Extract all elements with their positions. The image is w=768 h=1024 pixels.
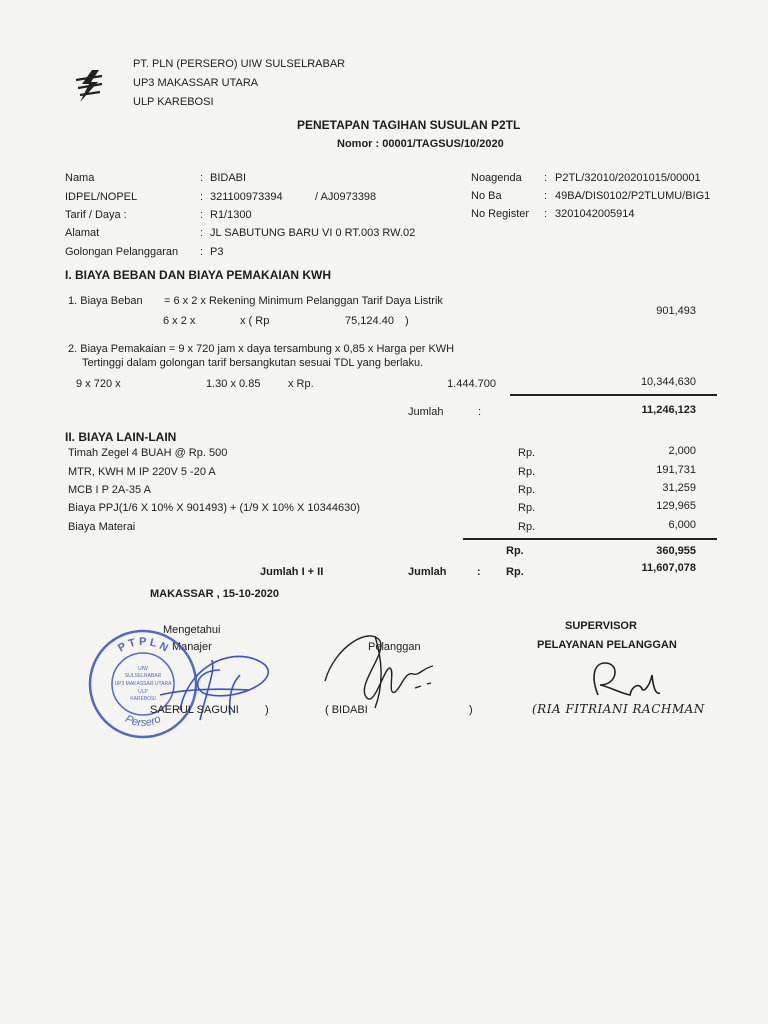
unit-name: UP3 MAKASSAR UTARA xyxy=(133,77,259,89)
biaya-beban-calc-b: x ( Rp xyxy=(240,315,270,327)
place-date: MAKASSAR , 15-10-2020 xyxy=(150,588,279,600)
lain-item-value: 6,000 xyxy=(668,519,696,531)
biaya-beban-calc-a: 6 x 2 x xyxy=(163,315,196,327)
manajer-label: Manajer xyxy=(172,641,212,653)
pln-lightning-logo-icon xyxy=(72,68,108,104)
biaya-beban-total: 901,493 xyxy=(656,305,696,317)
noba-label: No Ba xyxy=(471,190,502,202)
svg-text:SULSELRABAR: SULSELRABAR xyxy=(124,673,162,679)
lain-item-value: 2,000 xyxy=(668,445,696,457)
tarif-value: R1/1300 xyxy=(210,209,252,221)
grand-jumlah: Jumlah xyxy=(408,566,447,578)
biaya-pemakaian-calc-c: x Rp. xyxy=(288,378,314,390)
colon: : xyxy=(544,172,548,184)
svg-text:KAREBOSI: KAREBOSI xyxy=(130,696,156,702)
divider xyxy=(510,394,717,396)
svg-text:Persero: Persero xyxy=(123,713,163,730)
colon: : xyxy=(200,246,204,258)
lain-item-value: 31,259 xyxy=(662,482,696,494)
lain-item-label: MCB I P 2A-35 A xyxy=(68,484,151,496)
divider xyxy=(463,538,717,540)
svg-text:UIW: UIW xyxy=(138,666,148,672)
pelanggan-label: Pelanggan xyxy=(368,641,421,653)
biaya-beban-calc-d: ) xyxy=(405,315,409,327)
mengetahui-label: Mengetahui xyxy=(163,624,221,636)
lain-item-cur: Rp. xyxy=(518,484,536,496)
section1-title: I. BIAYA BEBAN DAN BIAYA PEMAKAIAN KWH xyxy=(65,268,332,282)
lain-item-label: Timah Zegel 4 BUAH @ Rp. 500 xyxy=(68,447,228,459)
document-title: PENETAPAN TAGIHAN SUSULAN P2TL xyxy=(297,118,521,132)
section2-title: II. BIAYA LAIN-LAIN xyxy=(65,430,177,444)
grand-total: 11,607,078 xyxy=(641,562,696,574)
nama-value: BIDABI xyxy=(210,172,247,184)
colon: : xyxy=(200,209,204,221)
colon: : xyxy=(200,227,204,239)
customer-name: ( BIDABI xyxy=(325,704,368,716)
biaya-pemakaian-line1: 2. Biaya Pemakaian = 9 x 720 jam x daya tersambung x 0,85 x Harga per KWH xyxy=(68,343,455,355)
supervisor-label: SUPERVISOR xyxy=(565,620,637,632)
jumlah1-value: 11,246,123 xyxy=(641,404,696,416)
biaya-beban-formula: = 6 x 2 x Rekening Minimum Pelanggan Tarif Daya Listrik xyxy=(164,295,443,307)
biaya-pemakaian-line2: Tertinggi dalam golongan tarif bersangkutan sesuai TDL yang berlaku. xyxy=(82,357,424,369)
noreg-label: No Register xyxy=(471,208,530,220)
nama-label: Nama xyxy=(65,172,95,184)
subtotal-value: 360,955 xyxy=(656,545,696,557)
biaya-pemakaian-total: 10,344,630 xyxy=(640,376,696,388)
grand-colon: : xyxy=(477,566,481,578)
biaya-pemakaian-rate: 1.444.700 xyxy=(447,378,496,390)
tarif-label: Tarif / Daya : xyxy=(65,209,127,221)
grand-label: Jumlah I + II xyxy=(260,566,324,578)
alamat-value: JL SABUTUNG BARU VI 0 RT.003 RW.02 xyxy=(210,227,416,239)
lain-item-cur: Rp. xyxy=(518,447,536,459)
lain-item-label: MTR, KWH M IP 220V 5 -20 A xyxy=(68,466,216,478)
colon: : xyxy=(200,172,204,184)
manager-close: ) xyxy=(265,704,269,716)
colon: : xyxy=(544,190,548,202)
biaya-beban-rate: 75,124.40 xyxy=(345,315,394,327)
pelayanan-label: PELAYANAN PELANGGAN xyxy=(537,639,677,651)
supervisor-signature xyxy=(580,655,670,705)
grand-cur: Rp. xyxy=(506,566,524,578)
noagenda-value: P2TL/32010/20201015/00001 xyxy=(555,172,701,184)
idpel-label: IDPEL/NOPEL xyxy=(65,191,138,203)
subtotal-cur: Rp. xyxy=(506,545,524,557)
biaya-pemakaian-calc-a: 9 x 720 x xyxy=(76,378,121,390)
lain-item-label: Biaya Materai xyxy=(68,521,136,533)
lain-item-value: 129,965 xyxy=(656,500,696,512)
document-number: Nomor : 00001/TAGSUS/10/2020 xyxy=(337,138,504,150)
lain-item-label: Biaya PPJ(1/6 X 10% X 901493) + (1/9 X 10% X 10344630) xyxy=(68,502,360,514)
jumlah1-label: Jumlah xyxy=(408,406,444,418)
supervisor-name: (RIA FITRIANI RACHMAN xyxy=(532,702,705,716)
idpel-value: 321100973394 xyxy=(210,191,283,203)
jumlah1-colon: : xyxy=(478,406,482,418)
manager-name: SAERUL SAGUNI xyxy=(150,704,239,716)
customer-signature xyxy=(315,626,445,711)
biaya-pemakaian-calc-b: 1.30 x 0.85 xyxy=(206,378,261,390)
colon: : xyxy=(200,191,204,203)
noba-value: 49BA/DIS0102/P2TLUMU/BIG1 xyxy=(555,190,711,202)
company-name: PT. PLN (PERSERO) UIW SULSELRABAR xyxy=(133,58,346,70)
biaya-beban-label: 1. Biaya Beban xyxy=(68,295,143,307)
manager-signature xyxy=(140,640,280,730)
office-name: ULP KAREBOSI xyxy=(133,96,214,108)
alamat-label: Alamat xyxy=(65,227,100,239)
lain-item-value: 191,731 xyxy=(656,464,696,476)
nopel-value: / AJ0973398 xyxy=(315,191,377,203)
lain-item-cur: Rp. xyxy=(518,502,536,514)
lain-item-cur: Rp. xyxy=(518,521,536,533)
lain-item-cur: Rp. xyxy=(518,466,536,478)
golongan-label: Golongan Pelanggaran xyxy=(65,246,179,258)
noreg-value: 3201042005914 xyxy=(555,208,635,220)
noagenda-label: Noagenda xyxy=(471,172,522,184)
colon: : xyxy=(544,208,548,220)
svg-text:UP3 MAKASSAR UTARA: UP3 MAKASSAR UTARA xyxy=(114,681,172,687)
customer-close: ) xyxy=(469,704,473,716)
svg-text:ULP: ULP xyxy=(138,689,148,695)
golongan-value: P3 xyxy=(210,246,224,258)
svg-text:P T P L N: P T P L N xyxy=(116,635,170,655)
